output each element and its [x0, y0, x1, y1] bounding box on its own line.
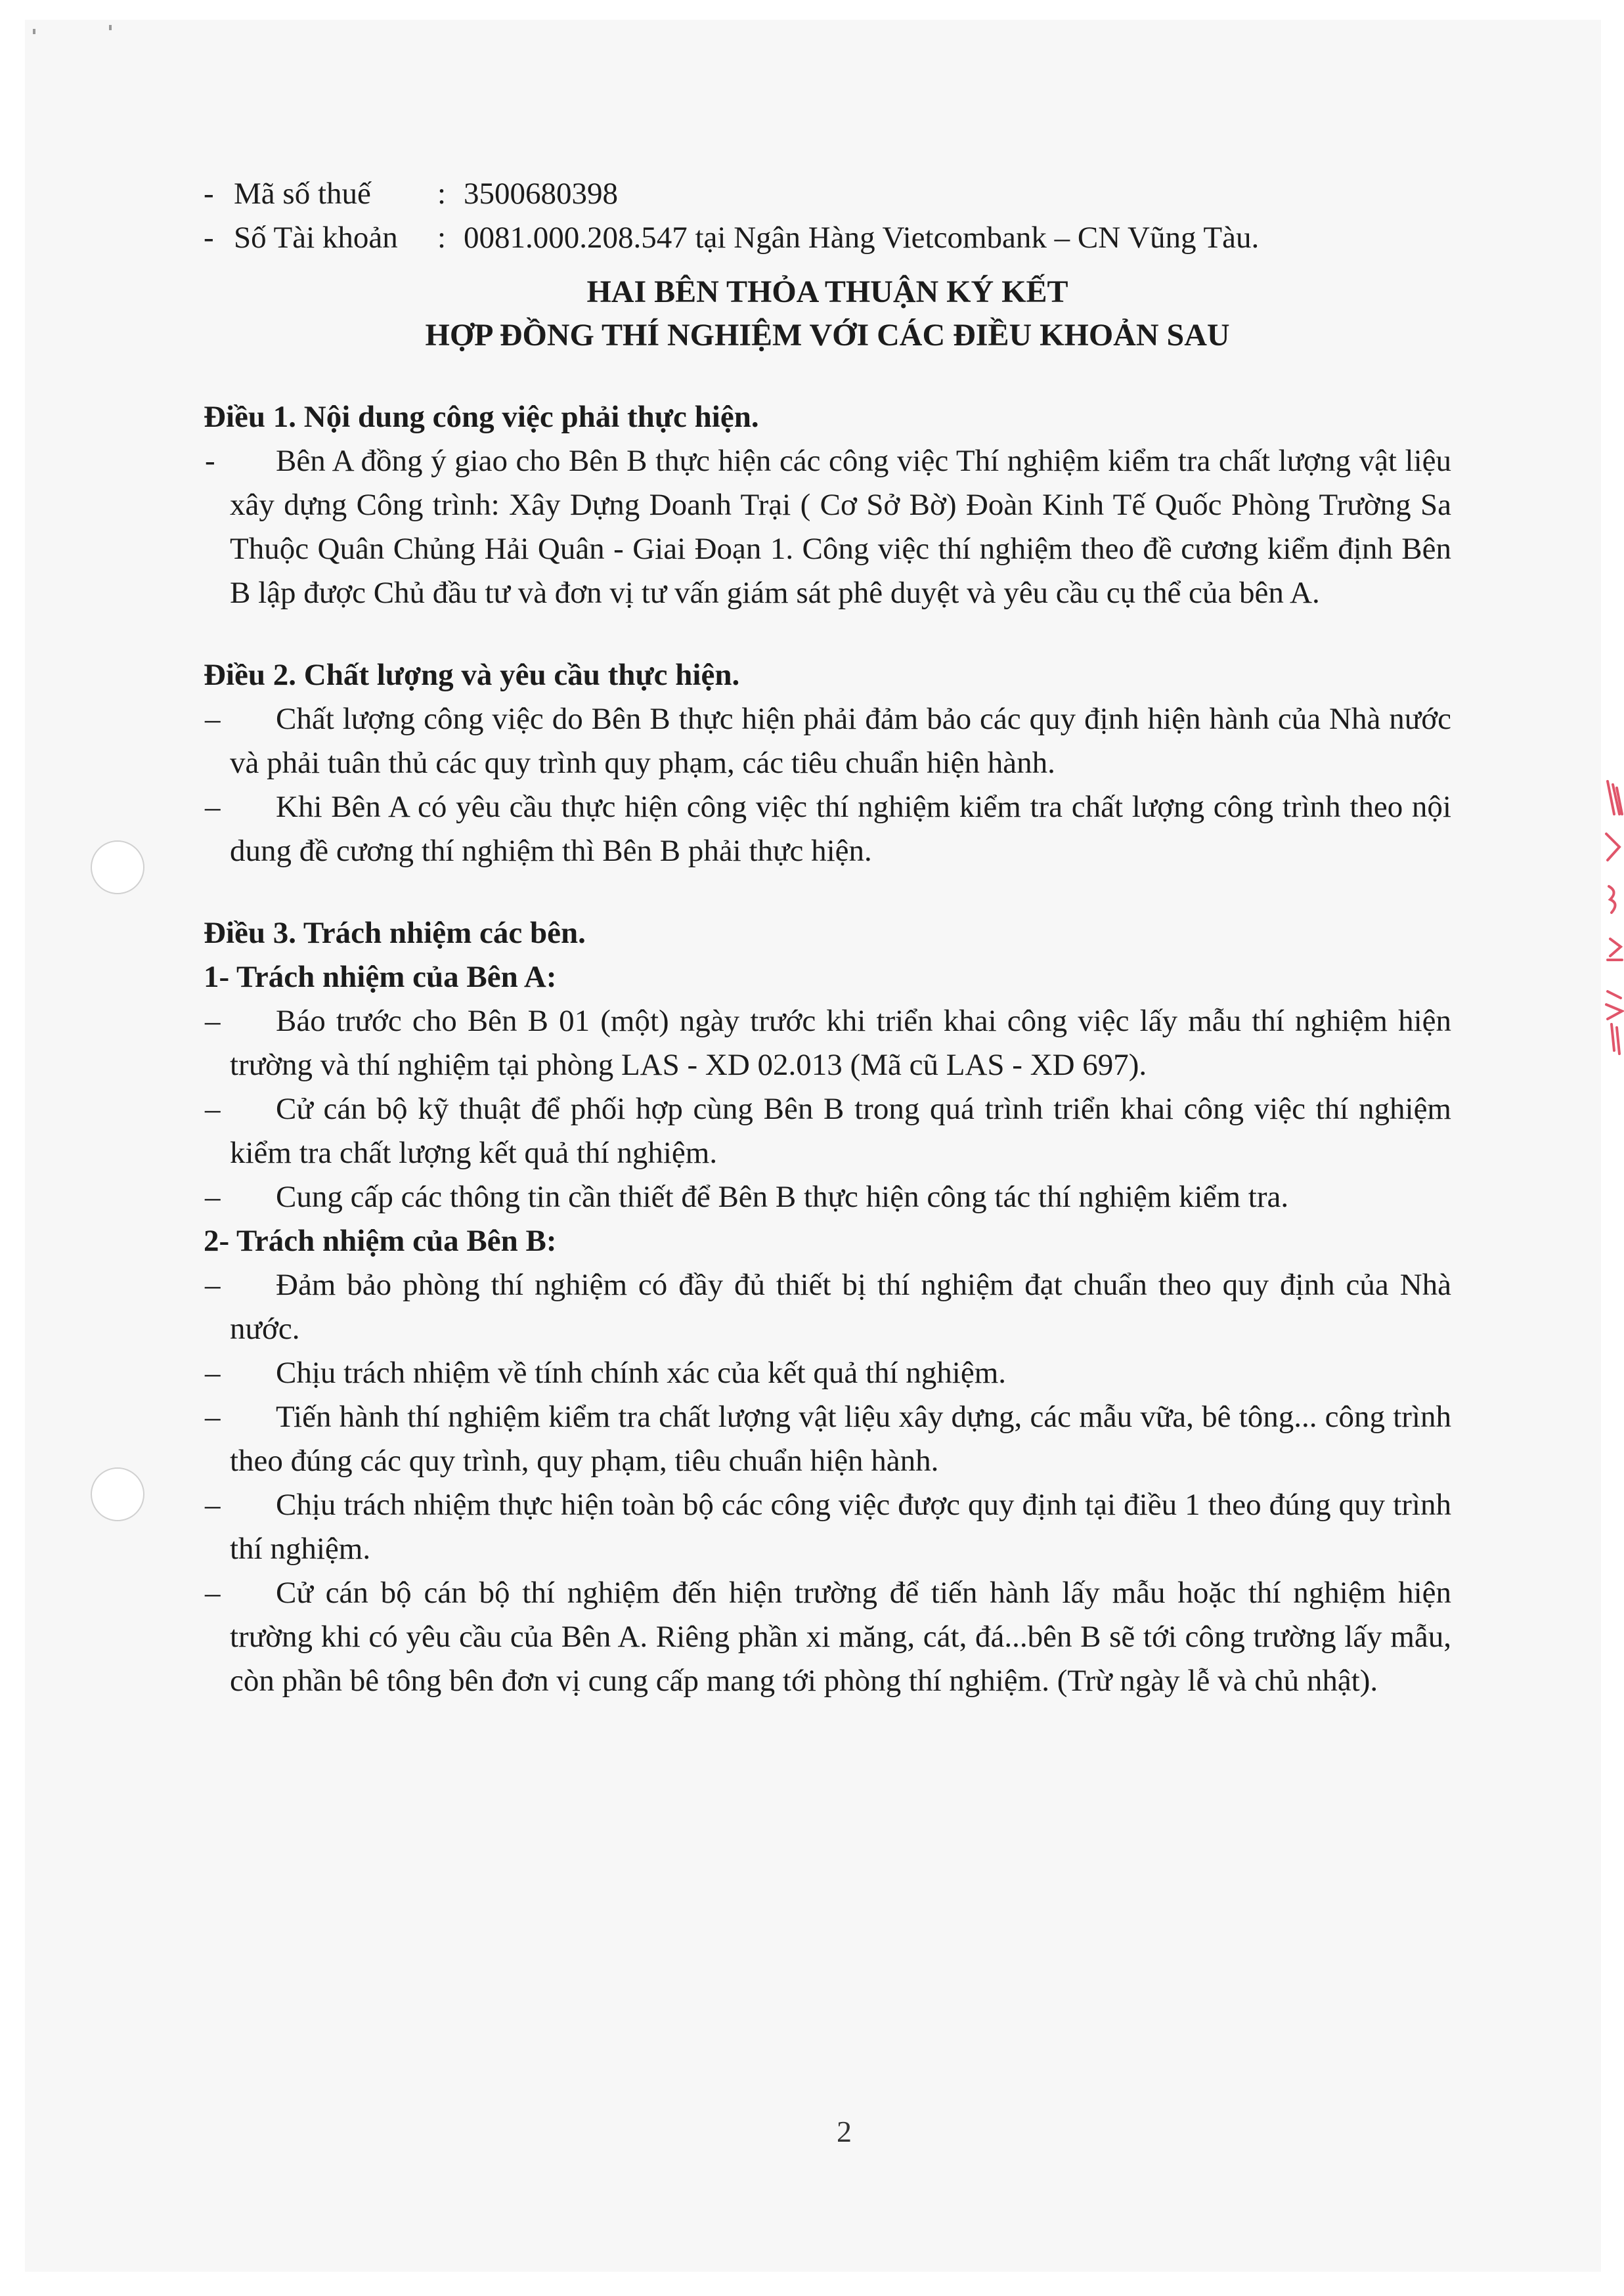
party-a-heading: 1- Trách nhiệm của Bên A: [204, 960, 557, 994]
info-label: Số Tài khoản [234, 221, 398, 255]
item-text: Cử cán bộ cán bộ thí nghiệm đến hiện trường để tiến hành lấy mẫu hoặc thí nghiệm hiện trường khi có yêu cầu của Bên A. Riêng phần xi măng, cát, đá...bên B sẽ tới công trường lấy mẫu, còn phần bê tông bên đơn vị cung cấp mang tới phòng thí nghiệm. (Trừ ngày lễ và chủ nhật). [230, 1576, 1451, 1698]
list-item [204, 1571, 1451, 1703]
list-item [204, 1395, 1451, 1483]
bullet: – [205, 702, 221, 736]
info-value: 0081.000.208.547 tại Ngân Hàng Vietcombank – CN Vũng Tàu. [464, 221, 1260, 255]
list-item [204, 999, 1451, 1087]
bullet: – [205, 1400, 221, 1434]
bullet: – [205, 1180, 221, 1214]
item-text: Tiến hành thí nghiệm kiểm tra chất lượng vật liệu xây dựng, các mẫu vữa, bê tông... công trình theo đúng các quy trình, quy phạm, tiêu chuẩn hiện hành. [230, 1400, 1451, 1478]
list-item [204, 1263, 1451, 1351]
bullet: – [205, 1576, 221, 1610]
item-text: Cử cán bộ kỹ thuật để phối hợp cùng Bên B trong quá trình triển khai công việc thí nghiệm kiểm tra chất lượng kết quả thí nghiệm. [230, 1092, 1451, 1170]
list-item [204, 439, 1451, 615]
bullet: – [205, 1092, 221, 1126]
bullet: – [205, 1356, 221, 1390]
item-text: Chất lượng công việc do Bên B thực hiện phải đảm bảo các quy định hiện hành của Nhà nước và phải tuân thủ các quy trình quy phạm, các tiêu chuẩn hiện hành. [230, 702, 1451, 780]
document-title-line2: HỢP ĐỒNG THÍ NGHIỆM VỚI CÁC ĐIỀU KHOẢN SAU [425, 318, 1230, 353]
article-2-heading: Điều 2. Chất lượng và yêu cầu thực hiện. [204, 658, 740, 692]
account-row: - Số Tài khoản : 0081.000.208.547 tại Ngân Hàng Vietcombank – CN Vũng Tàu. [204, 216, 1451, 260]
bullet: - [205, 444, 215, 478]
list-item [204, 1351, 1451, 1395]
scan-speck [109, 25, 112, 30]
item-text: Báo trước cho Bên B 01 (một) ngày trước khi triển khai công việc lấy mẫu thí nghiệm hiện trường và thí nghiệm tại phòng LAS - XD 02.013 (Mã cũ LAS - XD 697). [230, 1004, 1451, 1082]
item-text: Khi Bên A có yêu cầu thực hiện công việc thí nghiệm kiểm tra chất lượng công trình theo nội dung đề cương thí nghiệm thì Bên B phải thực hiện. [230, 790, 1451, 868]
list-item [204, 1483, 1451, 1571]
item-text: Bên A đồng ý giao cho Bên B thực hiện các công việc Thí nghiệm kiểm tra chất lượng vật liệu xây dựng Công trình: Xây Dựng Doanh Trại ( Cơ Sở Bờ) Đoàn Kinh Tế Quốc Phòng Trường Sa Thuộc Quân Chủng Hải Quân - Giai Đoạn 1. Công việc thí nghiệm theo đề cương kiểm định Bên B lập được Chủ đầu tư và đơn vị tư vấn giám sát phê duyệt và yêu cầu cụ thể của bên A. [230, 444, 1451, 610]
list-item [204, 1087, 1451, 1175]
handwritten-margin-mark [1588, 775, 1624, 1064]
item-text: Chịu trách nhiệm thực hiện toàn bộ các công việc được quy định tại điều 1 theo đúng quy trình thí nghiệm. [230, 1488, 1451, 1566]
item-text: Cung cấp các thông tin cần thiết để Bên B thực hiện công tác thí nghiệm kiểm tra. [276, 1180, 1289, 1214]
document-body [204, 172, 1451, 1703]
info-value: 3500680398 [464, 177, 618, 211]
article-3-heading: Điều 3. Trách nhiệm các bên. [204, 916, 586, 950]
item-text: Chịu trách nhiệm về tính chính xác của kết quả thí nghiệm. [276, 1356, 1007, 1390]
list-item [204, 785, 1451, 873]
list-item [204, 697, 1451, 785]
punch-hole [91, 840, 144, 894]
scan-speck [33, 29, 35, 34]
punch-hole [91, 1467, 144, 1521]
party-b-heading: 2- Trách nhiệm của Bên B: [204, 1224, 557, 1258]
document-title-line1: HAI BÊN THỎA THUẬN KÝ KẾT [586, 274, 1068, 309]
list-item [204, 1175, 1451, 1219]
item-text: Đảm bảo phòng thí nghiệm có đầy đủ thiết bị thí nghiệm đạt chuẩn theo quy định của Nhà nước. [230, 1268, 1451, 1346]
bullet: – [205, 1004, 221, 1038]
bullet: – [205, 790, 221, 824]
bullet: – [205, 1488, 221, 1522]
info-label: Mã số thuế [234, 177, 371, 211]
bullet: – [205, 1268, 221, 1302]
article-1-heading: Điều 1. Nội dung công việc phải thực hiện. [204, 400, 759, 434]
page-number: 2 [837, 2115, 852, 2148]
tax-code-row: - Mã số thuế : 3500680398 [204, 172, 1451, 216]
